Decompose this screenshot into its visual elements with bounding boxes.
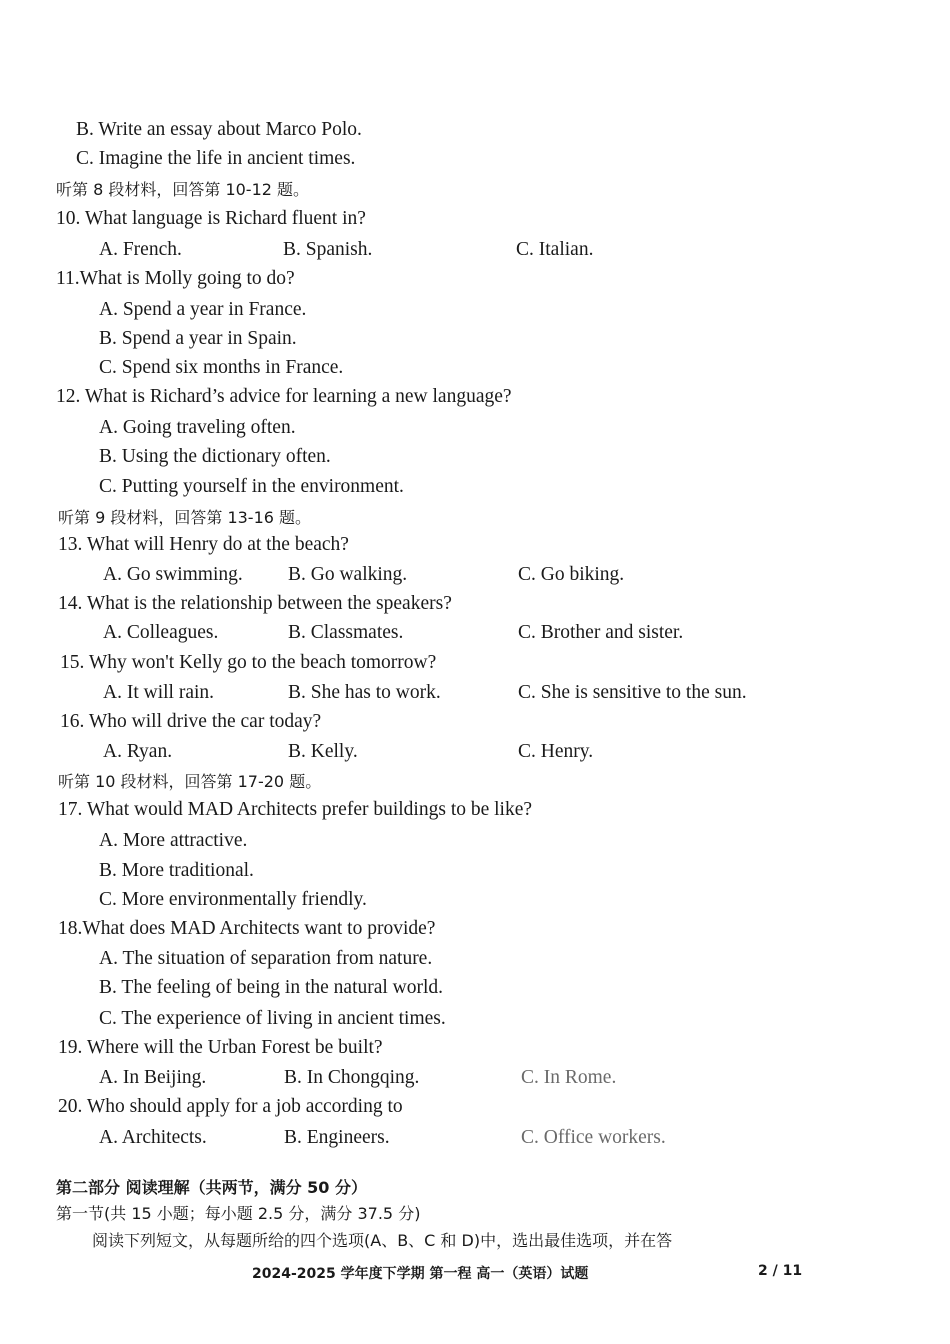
question-19: 19. Where will the Urban Forest be built?	[58, 1037, 383, 1058]
option-18b: B. The feeling of being in the natural world.	[99, 977, 444, 998]
option-14b: B. Classmates.	[288, 622, 404, 643]
option-12a: A. Going traveling often.	[99, 417, 296, 438]
question-16: 16. Who will drive the car today?	[60, 711, 322, 732]
option-13a: A. Go swimming.	[103, 564, 243, 585]
option-14a: A. Colleagues.	[103, 622, 219, 643]
option-16a: A. Ryan.	[103, 741, 173, 762]
option-17b: B. More traditional.	[99, 860, 254, 881]
option-11b: B. Spend a year in Spain.	[99, 328, 297, 349]
page-number: 2 / 11	[758, 1263, 803, 1279]
part-two-heading: 第二部分 阅读理解（共两节，满分 50 分）	[56, 1178, 367, 1197]
option-19a: A. In Beijing.	[99, 1067, 207, 1088]
option-19b: B. In Chongqing.	[284, 1067, 420, 1088]
question-17: 17. What would MAD Architects prefer buildings to be like?	[58, 799, 533, 820]
option-11a: A. Spend a year in France.	[99, 299, 307, 320]
option-18c: C. The experience of living in ancient times.	[99, 1008, 446, 1029]
option-9c: C. Imagine the life in ancient times.	[76, 148, 356, 169]
option-18a: A. The situation of separation from nature.	[99, 948, 433, 969]
option-10b: B. Spanish.	[283, 239, 373, 260]
option-20a: A. Architects.	[99, 1127, 207, 1148]
option-15b: B. She has to work.	[288, 682, 441, 703]
question-20: 20. Who should apply for a job according to	[58, 1096, 403, 1117]
option-20b: B. Engineers.	[284, 1127, 390, 1148]
question-14: 14. What is the relationship between the speakers?	[58, 593, 452, 614]
reading-instructions: 阅读下列短文，从每题所给的四个选项(A、B、C 和 D)中，选出最佳选项，并在答	[92, 1231, 673, 1250]
question-15: 15. Why won't Kelly go to the beach tomorrow?	[60, 652, 437, 673]
option-16b: B. Kelly.	[288, 741, 358, 762]
option-19c: C. In Rome.	[521, 1067, 617, 1088]
option-13b: B. Go walking.	[288, 564, 408, 585]
option-17a: A. More attractive.	[99, 830, 248, 851]
question-10: 10. What language is Richard fluent in?	[56, 208, 366, 229]
option-11c: C. Spend six months in France.	[99, 357, 344, 378]
option-10c: C. Italian.	[516, 239, 594, 260]
option-16c: C. Henry.	[518, 741, 594, 762]
option-14c: C. Brother and sister.	[518, 622, 684, 643]
option-12c: C. Putting yourself in the environment.	[99, 476, 404, 497]
option-15c: C. She is sensitive to the sun.	[518, 682, 747, 703]
question-13: 13. What will Henry do at the beach?	[58, 534, 349, 555]
section-heading-9: 听第 9 段材料，回答第 13-16 题。	[58, 508, 312, 527]
question-18: 18.What does MAD Architects want to provide?	[58, 918, 436, 939]
question-12: 12. What is Richard’s advice for learning a new language?	[56, 386, 512, 407]
section-heading-8: 听第 8 段材料，回答第 10-12 题。	[56, 180, 310, 199]
option-15a: A. It will rain.	[103, 682, 215, 703]
section-heading-10: 听第 10 段材料，回答第 17-20 题。	[58, 772, 322, 791]
option-17c: C. More environmentally friendly.	[99, 889, 367, 910]
option-20c: C. Office workers.	[521, 1127, 666, 1148]
question-11: 11.What is Molly going to do?	[56, 268, 295, 289]
footer-title: 2024-2025 学年度下学期 第一程 高一（英语）试题	[252, 1266, 589, 1282]
option-13c: C. Go biking.	[518, 564, 625, 585]
option-12b: B. Using the dictionary often.	[99, 446, 331, 467]
option-9b: B. Write an essay about Marco Polo.	[76, 119, 362, 140]
option-10a: A. French.	[99, 239, 182, 260]
section-one-heading: 第一节(共 15 小题；每小题 2.5 分，满分 37.5 分)	[56, 1204, 421, 1223]
